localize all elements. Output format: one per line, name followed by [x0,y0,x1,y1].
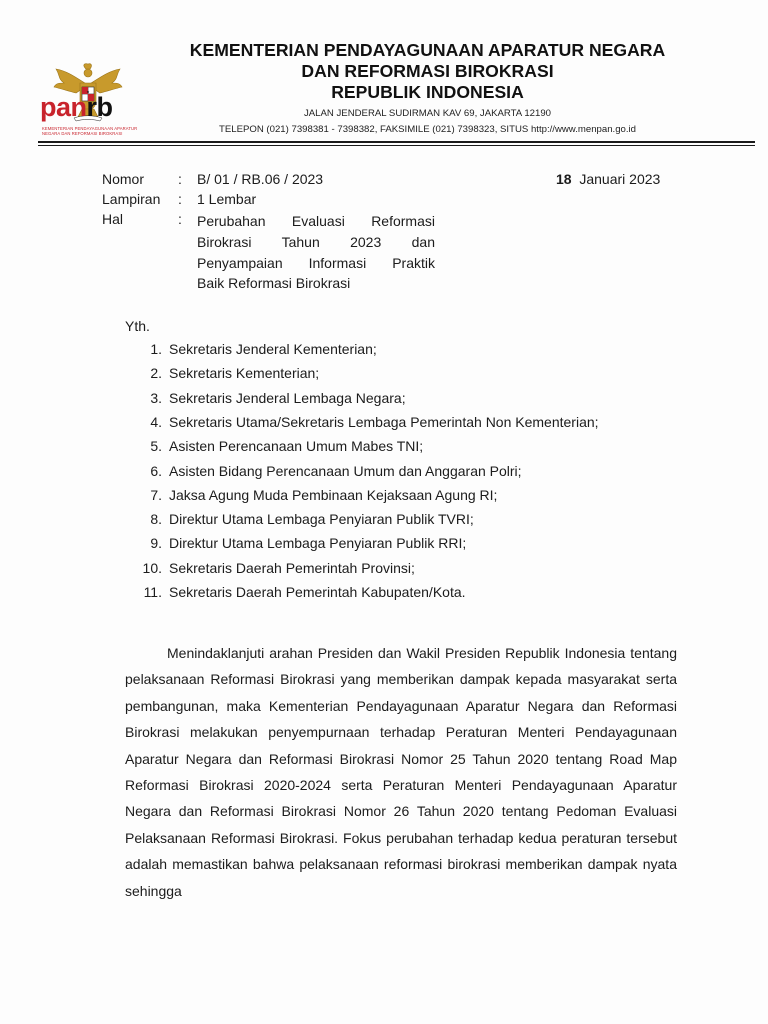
nomor-label: Nomor [102,171,145,187]
recipient-item: Jaksa Agung Muda Pembinaan Kejaksaan Agung RI; [169,487,498,503]
letterhead-divider-thin [38,145,755,146]
brand-subtitle: KEMENTERIAN PENDAYAGUNAAN APARATUR NEGARA DAN REFORMASI BIROKRASI [42,126,138,136]
hal-label: Hal [102,211,124,227]
recipient-number: 9. [150,535,162,551]
recipient-number: 3. [150,390,162,406]
letterhead-line-1: KEMENTERIAN PENDAYAGUNAAN APARATUR NEGARA [189,40,666,60]
nomor-value: B/ 01 / RB.06 / 2023 [197,171,324,187]
nomor-colon: : [178,171,182,187]
letterhead-line-2: DAN REFORMASI BIROKRASI [301,61,554,81]
letter-date [556,171,660,187]
letterhead-contact: TELEPON (021) 7398381 - 7398382, FAKSIMILE (021) 7398323, SITUS http://www.menpan.go.id [218,124,637,135]
recipient-number: 2. [150,365,162,381]
recipient-item: Sekretaris Utama/Sekretaris Lembaga Pemerintah Non Kementerian; [169,414,599,430]
recipient-number: 7. [150,487,162,503]
brand-pan: pan [40,92,87,122]
recipient-number: 5. [150,438,162,454]
letterhead-address: JALAN JENDERAL SUDIRMAN KAV 69, JAKARTA 12190 [303,108,552,119]
hal-line: Perubahan Evaluasi Reformasi [197,213,435,229]
recipient-number: 4. [150,414,162,430]
body-paragraph: Menindaklanjuti arahan Presiden dan Wakil Presiden Republik Indonesia tentang pelaksanaan Reformasi Birokrasi yang memberikan dampak kepada masyarakat serta pembangunan, maka Kementerian Pendayagunaan Aparatur Negara dan Reformasi Birokrasi melakukan penyempurnaan terhadap Peraturan Menteri Pendayagunaan Aparatur Negara dan Reformasi Birokrasi Nomor 25 Tahun 2020 tentang Road Map Reformasi Birokrasi 2020-2024 serta Peraturan Menteri Pendayagunaan Aparatur Negara dan Reformasi Birokrasi Nomor 26 Tahun 2020 tentang Pedoman Evaluasi Pelaksanaan Reformasi Birokrasi. Fokus perubahan terhadap kedua peraturan tersebut adalah memastikan bahwa pelaksanaan reformasi birokrasi memberikan dampak nyata sehingga [125,645,677,899]
hal-line: Penyampaian Informasi Praktik [197,254,435,271]
recipient-item: Sekretaris Daerah Pemerintah Kabupaten/Kota. [169,584,466,600]
date-day: 18 [556,171,572,187]
recipient-item: Asisten Perencanaan Umum Mabes TNI; [169,438,424,454]
hal-colon: : [178,211,182,227]
recipient-item: Sekretaris Kementerian; [169,365,320,381]
recipient-item: Direktur Utama Lembaga Penyiaran Publik TVRI; [169,511,474,527]
brand-logo-text [40,92,113,122]
date-month-year: Januari 2023 [579,171,661,187]
recipient-item: Sekretaris Daerah Pemerintah Provinsi; [169,560,415,576]
hal-line: Baik Reformasi Birokrasi [197,275,351,292]
recipient-item: Sekretaris Jenderal Kementerian; [169,341,377,357]
hal-value [197,211,435,294]
recipient-number: 10. [142,560,162,576]
recipient-number: 8. [150,511,162,527]
recipient-number: 6. [150,463,162,479]
lampiran-value: 1 Lembar [197,191,257,207]
letterhead-line-3: REPUBLIK INDONESIA [331,82,524,102]
hal-line: Birokrasi Tahun 2023 dan [197,233,435,250]
letterhead-divider [38,141,755,143]
lampiran-colon: : [178,191,182,207]
greeting: Yth. [125,318,150,334]
brand-rb: rb [86,92,113,122]
recipient-number: 1. [150,341,162,357]
recipient-item: Direktur Utama Lembaga Penyiaran Publik RRI; [169,535,467,551]
lampiran-label: Lampiran [102,191,161,207]
recipient-item: Sekretaris Jenderal Lembaga Negara; [169,390,406,406]
recipient-number: 11. [143,584,162,600]
recipient-item: Asisten Bidang Perencanaan Umum dan Anggaran Polri; [169,463,522,479]
